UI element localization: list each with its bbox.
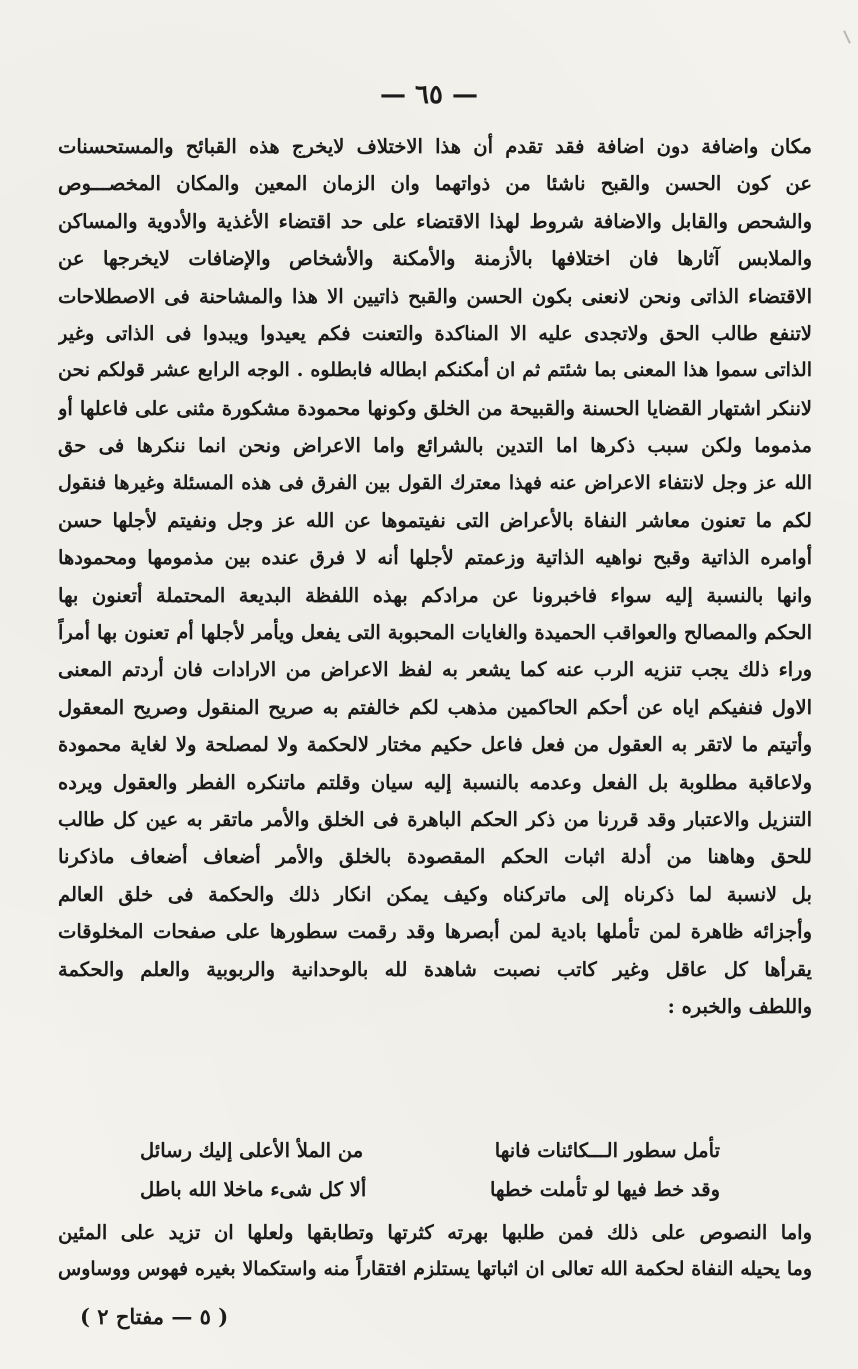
text-line: عن كون الحسن والقبح ناشئا من ذواتهما وان الزمان المعين والمكان المخصـــوص bbox=[58, 172, 812, 196]
text-line: لاننكر اشتهار القضايا الحسنة والقبيحة من الخلق وكونها محمودة مشكورة مثنى على فاعلها أو bbox=[58, 396, 812, 420]
text-line: مذموما ولكن سبب ذكرها اما التدين بالشرائع واما الاعراض ونحن انما ننكرها فى حق bbox=[58, 434, 812, 458]
text-line: أوامره الذاتية وقبح نواهيه الذاتية وزعمتم لأجلها أنه لا فرق عنده بين مذمومها ومحمودها bbox=[58, 546, 812, 570]
text-line: للحق وهاهنا من أدلة اثبات الحكم المقصودة بالخلق والأمر أضعاف أضعاف ماذكرنا bbox=[58, 845, 812, 869]
text-line: الذاتى سموا هذا المعنى بما شئتم ثم ان أمكنكم ابطاله فابطلوه . الوجه الرابع عشر قولكم نحن bbox=[58, 359, 812, 382]
text-line: وانها بالنسبة إليه سواء فاخبرونا عن مرادكم بهذه اللفظة البديعة المحتملة أتعنون بها bbox=[58, 583, 812, 607]
text-line: واللطف والخبره : bbox=[667, 994, 812, 1018]
verse-hemistich-second: ألا كل شىء ماخلا الله باطل bbox=[140, 1178, 367, 1201]
text-line: والملابس آثارها فان اختلافها بالأزمنة والأمكنة والأشخاص والإضافات لايخرجها عن bbox=[58, 247, 812, 271]
verse-hemistich-second: من الملأ الأعلى إليك رسائل bbox=[140, 1139, 364, 1162]
text-line: لكم ما تعنون معاشر النفاة بالأعراض التى نفيتموها عن الله عز وجل ونفيتم لأجلها حسن bbox=[58, 508, 812, 532]
closing-text bbox=[58, 1214, 812, 1289]
text-line: وأتيتم ما لاتقر به العقول من فعل فاعل حكيم مختار لالحكمة ولا لمصلحة ولا لغاية محمودة bbox=[58, 733, 812, 757]
verse-hemistich-first: تأمل سطور الـــكائنات فانها bbox=[494, 1139, 720, 1162]
text-line: والشحص والقابل والاضافة شروط لهذا الاقتضاء على حد اقتضاء الأغذية والأدوية والمساكن bbox=[58, 209, 812, 233]
text-line: لاتنفع طالب الحق ولاتجدى عليه الا المناكدة والتعنت فكم يعيدوا ويبدوا فى الذاتى وغير bbox=[58, 321, 812, 345]
page-number: — ٦٥ — bbox=[379, 80, 479, 110]
verse-line bbox=[140, 1172, 720, 1208]
text-line: واما النصوص على ذلك فمن طلبها بهرته كثرتها وتطابقها ولعلها ان تزيد على المئين bbox=[58, 1221, 812, 1244]
text-line: الاول فنفيكم اياه عن أحكم الحاكمين مذهب لكم خالفتم به صريح المنقول وصريح المعقول bbox=[58, 695, 812, 719]
text-line: الاقتضاء الذاتى ونحن لانعنى بكون الحسن والقبح ذاتيين الا هذا والمشاحنة فى الاصطلاحات bbox=[58, 284, 812, 308]
text-line: مكان واضافة دون اضافة فقد تقدم أن هذا الاختلاف لايخرج هذه القبائح والمستحسنات bbox=[58, 135, 812, 158]
text-line: الحكم والمصالح والعواقب الحميدة والغايات المحبوبة التى يفعل ويأمر لأجلها أم تعنون بها أمراً bbox=[58, 621, 812, 645]
text-line: وأجزائه ظاهرة لمن تأملها بادية لمن أبصرها وقد رقمت سطورها على صفحات المخلوقات bbox=[58, 920, 812, 944]
text-line: التنزيل والاعتبار وقد قررنا من ذكر الحكم الباهرة فى الخلق والأمر ماتقر به عين كل طالب bbox=[58, 808, 812, 832]
scan-mark bbox=[843, 30, 851, 44]
text-line: وما يحيله النفاة لحكمة الله تعالى ان اثباتها يستلزم افتقاراً منه واستكمالا بغيره فهوس ووساوس bbox=[58, 1258, 812, 1281]
text-line: وراء ذلك يجب تنزيه الرب عنه كما يشعر به لفظ الاعراض من الارادات فان أردتم المعنى bbox=[58, 658, 812, 682]
main-text bbox=[58, 128, 812, 1025]
text-line: يقرأها كل عاقل وغير كاتب نصبت شاهدة لله بالوحدانية والربوبية والعلم والحكمة bbox=[58, 957, 812, 981]
text-line: بل لانسبة لما ذكرناه إلى ماتركناه وكيف يمكن انكار ذلك والحكمة فى خلق العالم bbox=[58, 882, 812, 906]
verse-hemistich-first: وقد خط فيها لو تأملت خطها bbox=[489, 1178, 720, 1201]
text-line: ولاعاقبة مطلوبة بل الفعل وعدمه بالنسبة إليه سيان وقلتم ماتنكره الفطر والعقول ويرده bbox=[58, 770, 812, 794]
text-line: الله عز وجل لانتفاء الاعراض عنه فهذا معترك القول بين الفرق فى هذه المسئلة وغيرها فنقول bbox=[58, 471, 812, 494]
signature-mark: ( ٥ — مفتاح ٢ ) bbox=[80, 1304, 229, 1329]
verse-line bbox=[140, 1133, 720, 1169]
